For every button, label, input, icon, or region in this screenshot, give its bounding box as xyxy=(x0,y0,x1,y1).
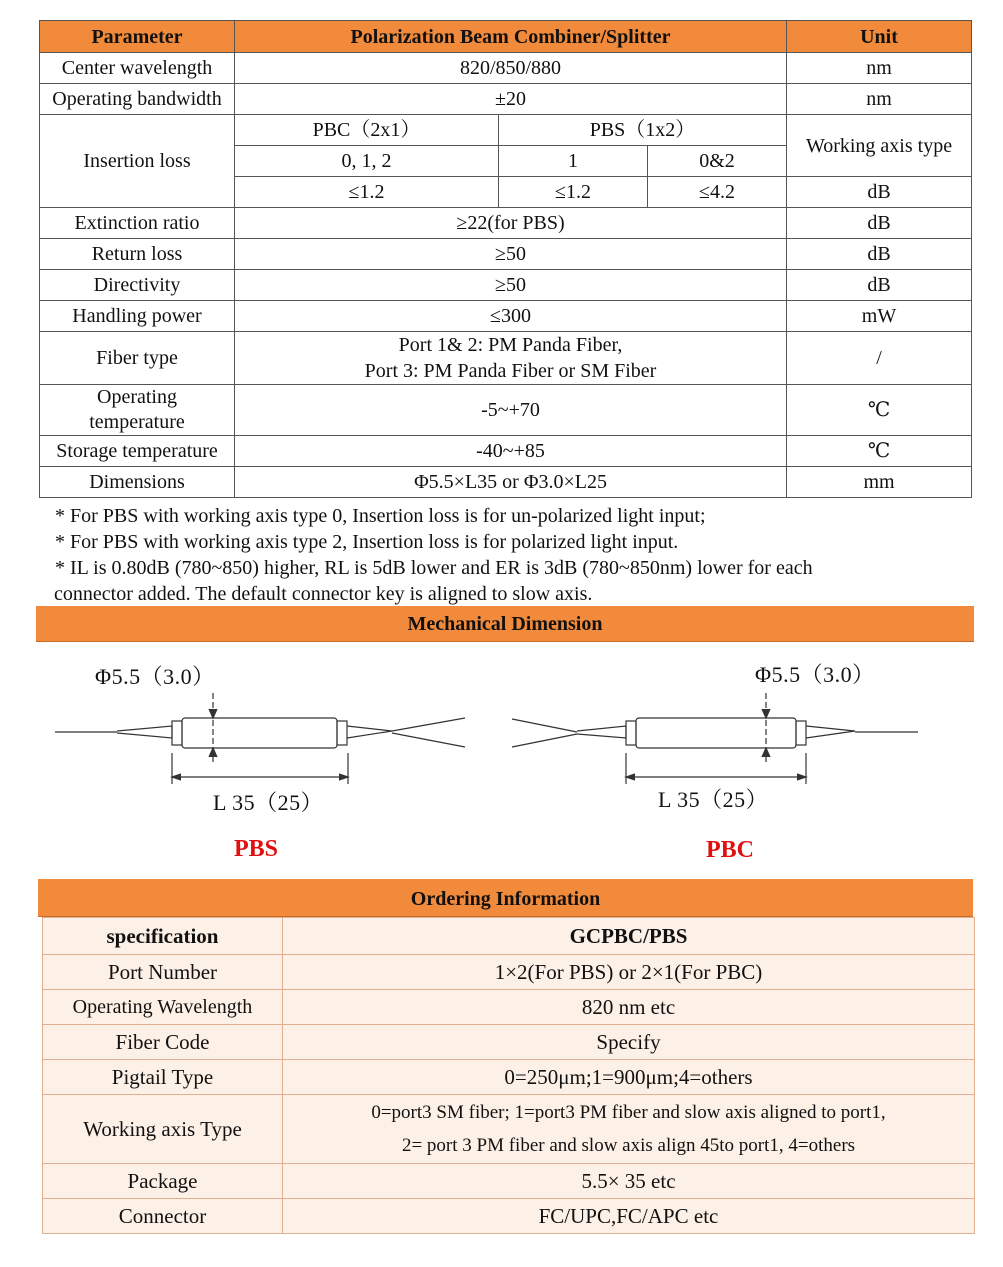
il-loss-pbc: ≤1.2 xyxy=(235,177,499,208)
order-value-operating-wavelength: 820 nm etc xyxy=(283,990,975,1025)
order-value-connector: FC/UPC,FC/APC etc xyxy=(283,1199,975,1234)
label-handling-power: Handling power xyxy=(40,301,235,332)
value-directivity: ≥50 xyxy=(235,270,787,301)
row-fiber-type xyxy=(40,332,972,385)
label-fiber-type: Fiber type xyxy=(40,332,235,385)
working-axis-line2: 2= port 3 PM fiber and slow axis align 45to port1, 4=others xyxy=(401,1135,856,1156)
header-product: Polarization Beam Combiner/Splitter xyxy=(235,21,787,53)
order-row-port-number xyxy=(43,955,975,990)
unit-directivity: dB xyxy=(787,270,972,301)
label-insertion-loss: Insertion loss xyxy=(40,115,235,208)
note-2: * For PBS with working axis type 2, Insertion loss is for polarized light input. xyxy=(55,531,679,553)
order-label-working-axis: Working axis Type xyxy=(43,1095,283,1164)
il-pbc-header: PBC（2x1） xyxy=(235,115,499,146)
il-unit: dB xyxy=(787,177,972,208)
value-extinction-ratio: ≥22(for PBS) xyxy=(235,208,787,239)
order-label-connector: Connector xyxy=(43,1199,283,1234)
unit-dimensions: mm xyxy=(787,467,972,498)
row-operating-temperature xyxy=(40,385,972,436)
order-row-working-axis xyxy=(43,1095,975,1164)
order-row-connector xyxy=(43,1199,975,1234)
order-label-specification: specification xyxy=(43,918,283,955)
order-row-operating-wavelength xyxy=(43,990,975,1025)
header-unit: Unit xyxy=(787,21,972,53)
order-value-pigtail-type: 0=250μm;1=900μm;4=others xyxy=(283,1060,975,1095)
value-return-loss: ≥50 xyxy=(235,239,787,270)
row-insertion-loss-header xyxy=(40,115,972,146)
il-loss-pbs-02: ≤4.2 xyxy=(699,181,735,203)
value-dimensions: Φ5.5×L35 or Φ3.0×L25 xyxy=(235,467,787,498)
value-operating-temperature: -5~+70 xyxy=(235,385,787,436)
label-center-wavelength: Center wavelength xyxy=(40,53,235,84)
note-4: connector added. The default connector key is aligned to slow axis. xyxy=(54,583,593,605)
il-pbs-header: PBS（1x2） xyxy=(499,115,787,146)
order-label-port-number: Port Number xyxy=(43,955,283,990)
pbs-dimension-lines xyxy=(172,693,348,784)
order-row-specification xyxy=(43,918,975,955)
il-axis-header: Working axis type xyxy=(787,115,972,177)
pbs-length-label: L 35（25） xyxy=(213,790,324,815)
mechanical-drawing xyxy=(0,641,1003,879)
pbc-label: PBC xyxy=(706,837,754,863)
value-storage-temperature: -40~+85 xyxy=(235,436,787,467)
pbc-dimension-lines xyxy=(626,693,806,784)
label-return-loss: Return loss xyxy=(40,239,235,270)
il-axis-pbs-1: 1 xyxy=(499,146,648,176)
order-row-pigtail-type xyxy=(43,1060,975,1095)
il-axis-pbs-02: 0&2 xyxy=(699,150,735,172)
order-label-operating-wavelength: Operating Wavelength xyxy=(43,990,283,1025)
order-value-fiber-code: Specify xyxy=(283,1025,975,1060)
pbs-label: PBS xyxy=(234,836,279,862)
spec-header-row xyxy=(40,21,972,53)
footnotes xyxy=(55,503,985,607)
il-loss-pbs-cell xyxy=(499,177,787,208)
op-temp-line2: temperature xyxy=(89,411,185,433)
value-operating-bandwidth: ±20 xyxy=(235,84,787,115)
row-operating-bandwidth xyxy=(40,84,972,115)
header-parameter: Parameter xyxy=(40,21,235,53)
row-directivity xyxy=(40,270,972,301)
il-loss-pbs-1: ≤1.2 xyxy=(499,177,648,207)
label-directivity: Directivity xyxy=(40,270,235,301)
row-dimensions xyxy=(40,467,972,498)
row-handling-power xyxy=(40,301,972,332)
label-operating-temperature xyxy=(40,385,235,436)
order-label-fiber-code: Fiber Code xyxy=(43,1025,283,1060)
value-center-wavelength: 820/850/880 xyxy=(235,53,787,84)
unit-return-loss: dB xyxy=(787,239,972,270)
il-axis-pbc: 0, 1, 2 xyxy=(235,146,499,177)
pbs-device-outline xyxy=(55,718,465,748)
unit-extinction-ratio: dB xyxy=(787,208,972,239)
row-return-loss xyxy=(40,239,972,270)
label-operating-bandwidth: Operating bandwidth xyxy=(40,84,235,115)
unit-storage-temperature: ℃ xyxy=(787,436,972,467)
unit-handling-power: mW xyxy=(787,301,972,332)
order-row-package xyxy=(43,1164,975,1199)
unit-operating-bandwidth: nm xyxy=(787,84,972,115)
fiber-type-line2: Port 3: PM Panda Fiber or SM Fiber xyxy=(364,360,657,382)
order-label-pigtail-type: Pigtail Type xyxy=(43,1060,283,1095)
pbc-device-outline xyxy=(512,718,918,748)
unit-center-wavelength: nm xyxy=(787,53,972,84)
note-3: * IL is 0.80dB (780~850) higher, RL is 5dB lower and ER is 3dB (780~850nm) lower for each xyxy=(55,557,813,579)
op-temp-line1: Operating xyxy=(97,386,177,408)
working-axis-line1: 0=port3 SM fiber; 1=port3 PM fiber and slow axis aligned to port1, xyxy=(371,1102,886,1123)
order-value-working-axis xyxy=(283,1095,975,1164)
il-axis-pbs-cell xyxy=(499,146,787,177)
unit-operating-temperature: ℃ xyxy=(787,385,972,436)
order-value-port-number: 1×2(For PBS) or 2×1(For PBC) xyxy=(283,955,975,990)
ordering-information-header: Ordering Information xyxy=(38,879,973,917)
row-extinction-ratio xyxy=(40,208,972,239)
label-storage-temperature: Storage temperature xyxy=(40,436,235,467)
row-center-wavelength xyxy=(40,53,972,84)
value-handling-power: ≤300 xyxy=(235,301,787,332)
value-fiber-type xyxy=(235,332,787,385)
pbc-diameter-label: Φ5.5（3.0） xyxy=(755,662,875,687)
spec-table xyxy=(39,20,972,498)
pbs-diameter-label: Φ5.5（3.0） xyxy=(95,664,215,689)
unit-fiber-type: / xyxy=(787,332,972,385)
order-row-fiber-code xyxy=(43,1025,975,1060)
pbc-length-label: L 35（25） xyxy=(658,787,769,812)
order-label-package: Package xyxy=(43,1164,283,1199)
note-1: * For PBS with working axis type 0, Insertion loss is for un-polarized light input; xyxy=(55,505,706,527)
mechanical-dimension-header: Mechanical Dimension xyxy=(36,606,974,642)
order-value-specification: GCPBC/PBS xyxy=(283,918,975,955)
label-dimensions: Dimensions xyxy=(40,467,235,498)
label-extinction-ratio: Extinction ratio xyxy=(40,208,235,239)
ordering-table xyxy=(42,917,975,1234)
row-storage-temperature xyxy=(40,436,972,467)
fiber-type-line1: Port 1& 2: PM Panda Fiber, xyxy=(398,334,623,356)
order-value-package: 5.5× 35 etc xyxy=(283,1164,975,1199)
